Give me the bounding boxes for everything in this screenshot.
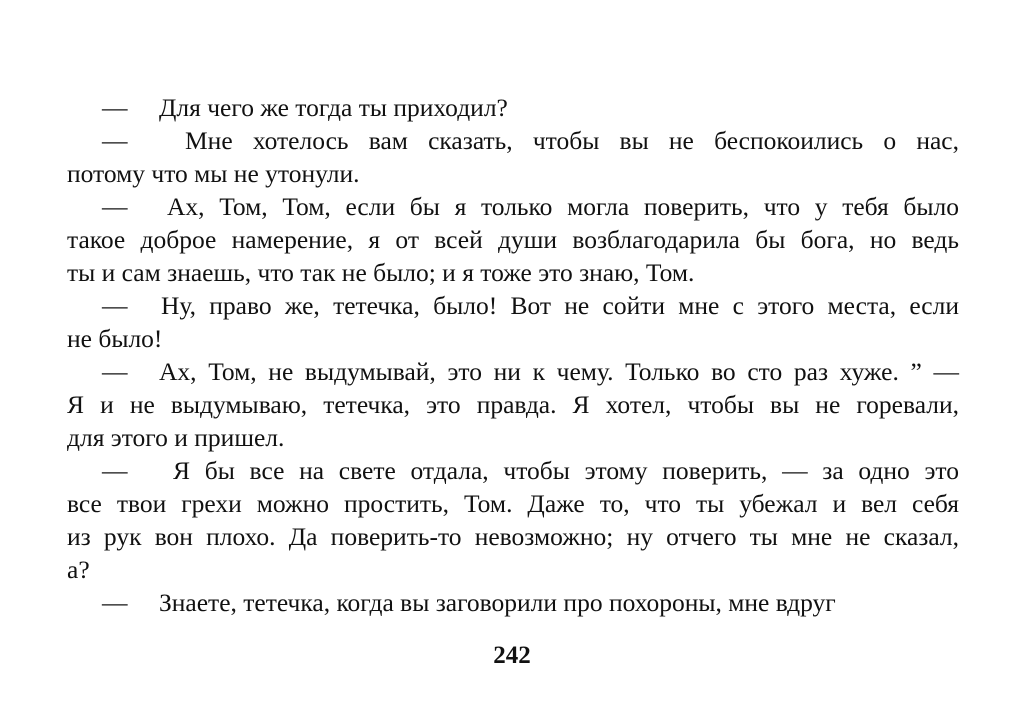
line-text: Ах, Том, Том, если бы я только могла поверить, что у тебя было xyxy=(167,192,959,221)
line-text: Для чего же тогда ты приходил? xyxy=(159,93,508,122)
text-line: а? xyxy=(67,555,90,584)
text-line: для этого и пришел. xyxy=(67,423,285,452)
line-text: Ну, право же, тетечка, было! Вот не сойти мне с этого места, если xyxy=(161,291,959,320)
text-line: не было! xyxy=(67,324,163,353)
text-line: ты и сам знаешь, что так не было; и я тоже это знаю, Том. xyxy=(67,258,695,287)
em-dash: — xyxy=(102,357,128,386)
line-text: Я бы все на свете отдала, чтобы этому поверить, — за одно это xyxy=(173,456,959,485)
em-dash: — xyxy=(102,93,128,122)
em-dash: — xyxy=(102,588,128,617)
text-line: такое доброе намерение, я от всей души возблагодарила бы бога, но ведь xyxy=(67,225,959,254)
text-line: Я и не выдумываю, тетечка, это правда. Я хотел, чтобы вы не горевали, xyxy=(67,390,959,419)
em-dash: — xyxy=(102,192,128,221)
text-line: потому что мы не утонули. xyxy=(67,159,360,188)
page-number: 242 xyxy=(493,642,531,669)
em-dash: — xyxy=(102,291,128,320)
text-line: все твои грехи можно простить, Том. Даже то, что ты убежал и вел себя xyxy=(67,489,959,518)
line-text: Знаете, тетечка, когда вы заговорили про похороны, мне вдруг xyxy=(159,588,836,617)
em-dash: — xyxy=(102,126,128,155)
text-line: из рук вон плохо. Да поверить-то невозможно; ну отчего ты мне не сказал, xyxy=(67,522,959,551)
em-dash: — xyxy=(102,456,128,485)
line-text: Ах, Том, не выдумывай, это ни к чему. Только во сто раз хуже. ” — xyxy=(159,357,959,386)
line-text: Мне хотелось вам сказать, чтобы вы не беспокоились о нас, xyxy=(185,126,959,155)
